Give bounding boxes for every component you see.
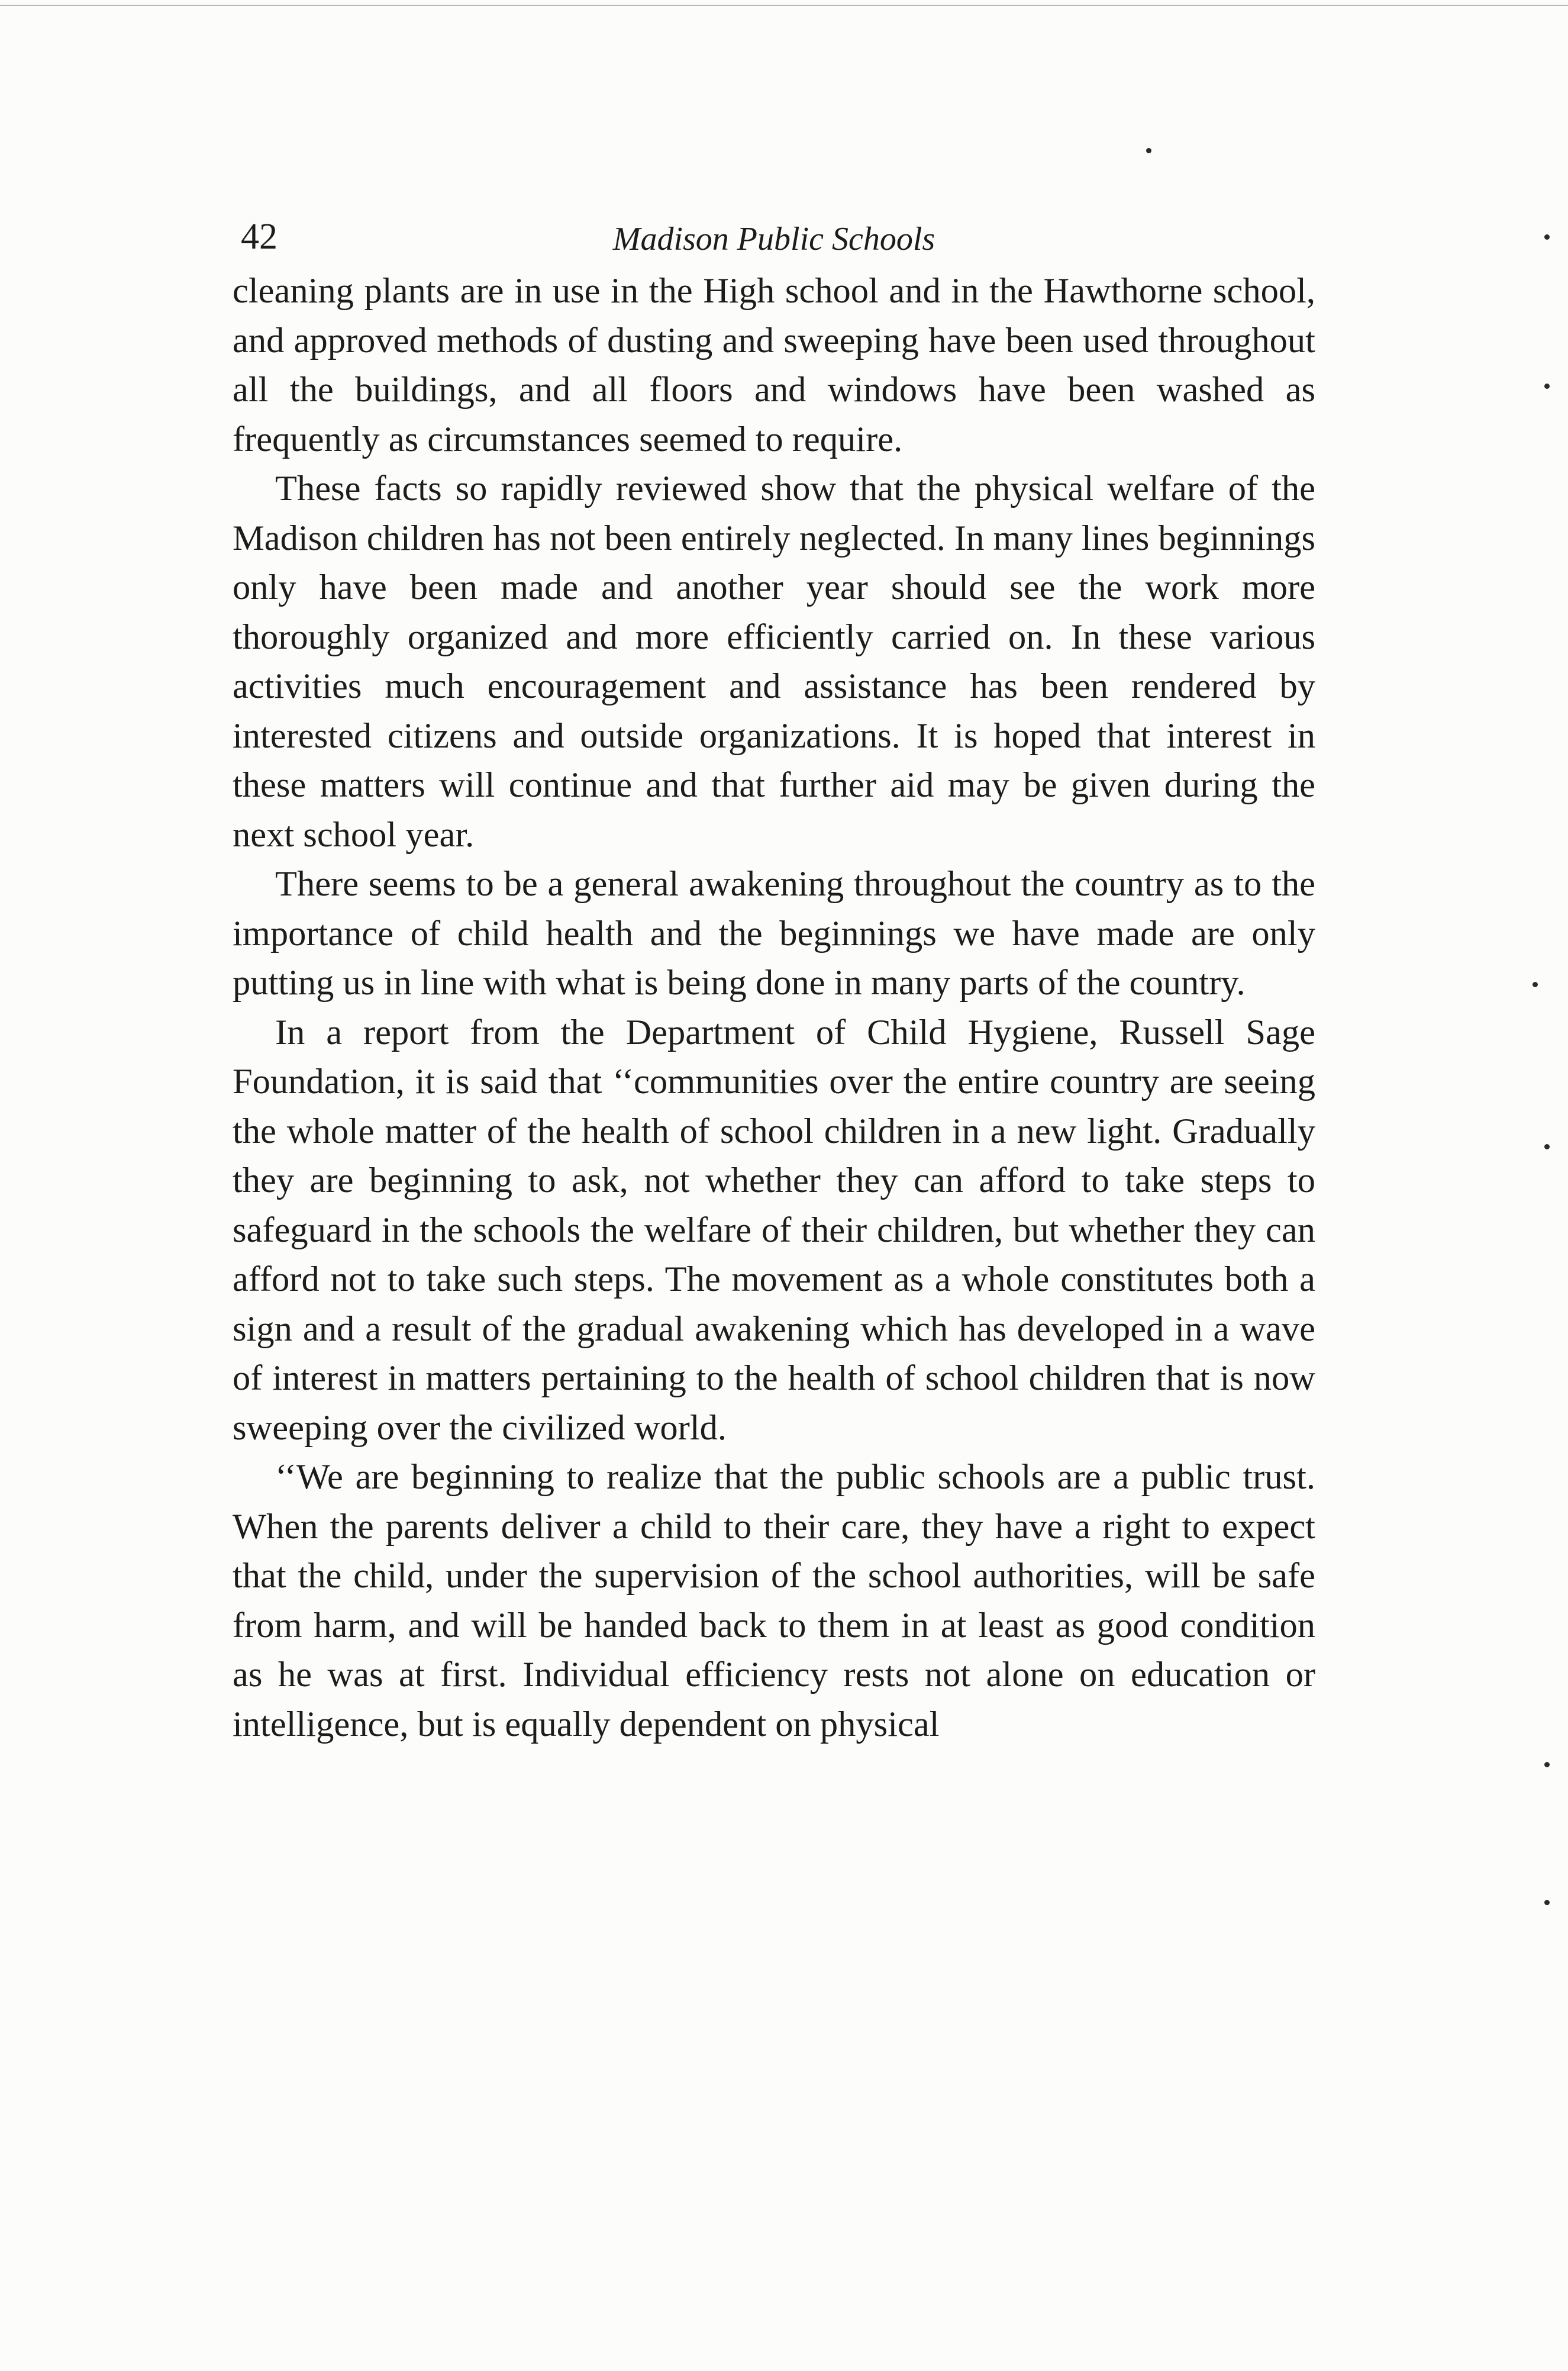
page-header (233, 210, 1315, 266)
paragraph: ‘‘We are beginning to realize that the public schools are a public trust. When the parents deliver a child to their care, they have a right to expect that the child, under the supervision of the school authorities, will be safe from harm, and will be handed back to them in at least as good condition as he was at first. Individual efficiency rests not alone on education or intelligence, but is equally dependent on physical (233, 1457, 1315, 1744)
scan-speck (1544, 234, 1550, 240)
scan-speck (1146, 148, 1151, 153)
scan-edge-rule (0, 5, 1568, 6)
paragraph: These facts so rapidly reviewed show that the physical welfare of the Madison children has not been entirely neglected. In many lines beginnings only have been made and another year should see the work more thoroughly organized and more efficiently carried on. In these various activities much encouragement and assistance has been rendered by interested citizens and outside organizations. It is hoped that interest in these matters will continue and that further aid may be given during the next school year. (233, 469, 1315, 855)
running-title: Madison Public Schools (612, 221, 935, 257)
scan-speck (1544, 1900, 1550, 1905)
page-number: 42 (241, 217, 278, 257)
scan-speck (1532, 982, 1538, 987)
scan-speck (1544, 384, 1550, 389)
scan-speck (1544, 1144, 1550, 1149)
scan-speck (1544, 1762, 1550, 1767)
paragraph: cleaning plants are in use in the High school and in the Hawthorne school, and approved methods of dusting and sweeping have been used throughout all the buildings, and all floors and windows have been washed as frequently as circumstances seemed to require. (233, 271, 1315, 459)
body-text (233, 266, 1315, 1749)
document-page (233, 210, 1315, 1749)
paragraph: In a report from the Department of Child Hygiene, Russell Sage Foundation, it is said that ‘‘communities over the entire country are seeing the whole matter of the health of school children in a new light. Gradually they are beginning to ask, not whether they can afford to take steps to safeguard in the schools the welfare of their children, but whether they can afford not to take such steps. The movement as a whole constitutes both a sign and a result of the gradual awakening which has developed in a wave of interest in matters pertaining to the health of school children that is now sweeping over the civilized world. (233, 1012, 1315, 1448)
paragraph: There seems to be a general awakening throughout the country as to the importance of child health and the beginnings we have made are only putting us in line with what is being done in many parts of the country. (233, 864, 1315, 1003)
